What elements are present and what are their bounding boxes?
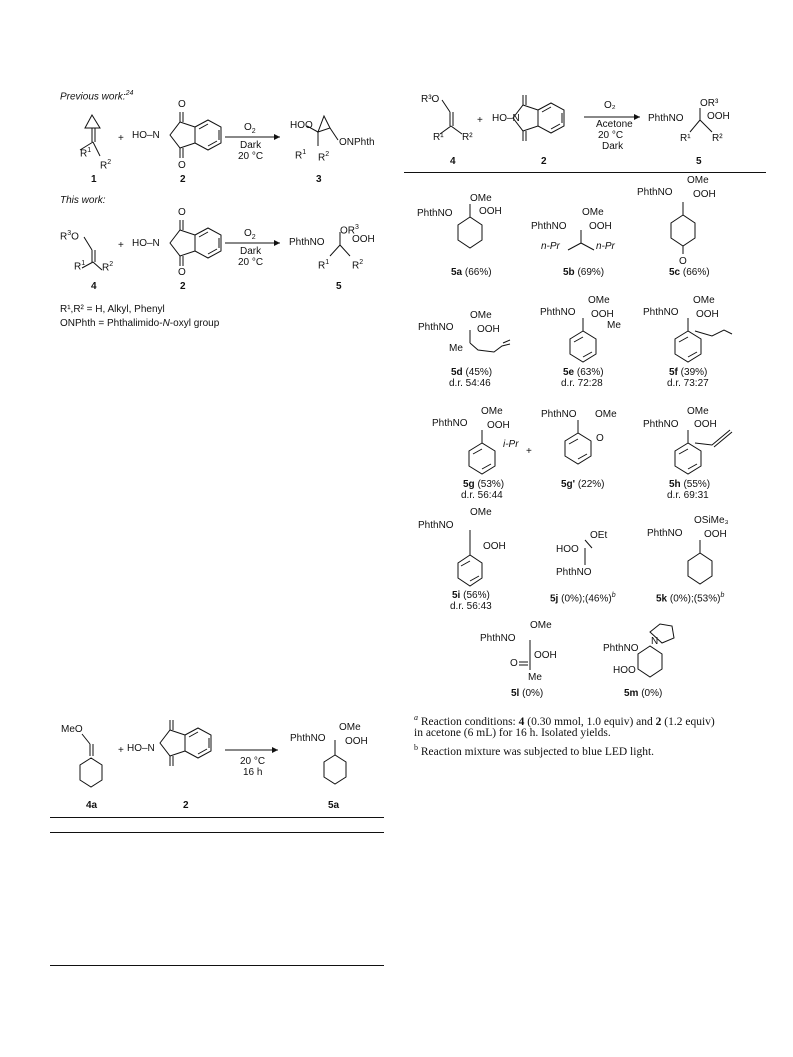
r2-label-5: $R^2$ xyxy=(352,259,364,272)
label-5c: 5c (66%) xyxy=(669,267,710,278)
meo-label: MeO xyxy=(61,724,83,735)
5h-phthno: PhthNO xyxy=(643,419,679,430)
5a-ooh: OOH xyxy=(479,206,502,217)
ho-n-3: HO–N xyxy=(127,743,155,754)
dr-5i: d.r. 56:43 xyxy=(450,601,492,612)
r1-header: R¹ xyxy=(433,132,444,143)
or3-label-5: $OR^3$ xyxy=(340,224,359,237)
label-5f: 5f (39%) xyxy=(669,367,708,378)
label-5g-prime: 5g' (22%) xyxy=(561,479,605,490)
compound-number-1: 1 xyxy=(91,174,97,185)
footnote-b: $^b$ Reaction mixture was subjected to blue LED light. xyxy=(414,743,655,758)
structure-5i xyxy=(458,530,482,586)
header-num-2: 2 xyxy=(541,156,547,167)
ooh-label-5a: OOH xyxy=(345,736,368,747)
5e-ome: OMe xyxy=(588,295,610,306)
r1-label-1: $R^1$ xyxy=(80,147,92,160)
r2-label-1: $R^2$ xyxy=(100,159,112,172)
structure-5e xyxy=(570,318,596,362)
o2-header: O₂ xyxy=(604,100,616,111)
5l-phthno: PhthNO xyxy=(480,633,516,644)
5g-ipr: i-Pr xyxy=(503,439,519,450)
temp-label-2: 20 °C xyxy=(238,257,264,268)
5l-ooh: OOH xyxy=(534,650,557,661)
5j-hoo: HOO xyxy=(556,544,579,555)
5c-phthno: PhthNO xyxy=(637,187,673,198)
5g-prime-o: O xyxy=(596,433,604,444)
dr-5d: d.r. 54:46 xyxy=(449,378,491,389)
dr-5h: d.r. 69:31 xyxy=(667,490,709,501)
structure-5c xyxy=(671,202,695,254)
ome-label-5a: OMe xyxy=(339,722,361,733)
label-5l: 5l (0%) xyxy=(511,688,544,699)
plus-3: + xyxy=(118,745,124,756)
header-num-5: 5 xyxy=(696,156,702,167)
footnote-a-line1: $^a$ Reaction conditions: 4 (0.30 mmol, 1.0 equiv) and 2 (1.2 equiv) xyxy=(414,713,715,728)
5f-ooh: OOH xyxy=(696,309,719,320)
5h-ome: OMe xyxy=(687,406,709,417)
oxo-top-2: O xyxy=(178,207,186,218)
label-5g: 5g (53%) xyxy=(463,479,505,490)
label-5d: 5d (45%) xyxy=(451,367,493,378)
5d-phthno: PhthNO xyxy=(418,322,454,333)
5b-ooh: OOH xyxy=(589,221,612,232)
5c-o: O xyxy=(679,256,687,267)
5l-me: Me xyxy=(528,672,542,683)
5i-phthno: PhthNO xyxy=(418,520,454,531)
label-5m: 5m (0%) xyxy=(624,688,663,699)
footnote-a-line2: in acetone (6 mL) for 16 h. Isolated yields. xyxy=(414,727,611,739)
r2-label-3: $R^2$ xyxy=(318,151,330,164)
compound-number-4a: 4a xyxy=(86,800,98,811)
5j-oet: OEt xyxy=(590,530,608,541)
5i-ooh: OOH xyxy=(483,541,506,552)
phthno-label-5a: PhthNO xyxy=(290,733,326,744)
5m-hoo: HOO xyxy=(613,665,636,676)
onphth-label-3: ONPhth xyxy=(339,137,375,148)
5g-prime-phthno: PhthNO xyxy=(541,409,577,420)
r1-label-4: $R^1$ xyxy=(74,260,86,273)
5f-ome: OMe xyxy=(693,295,715,306)
acetone-header: Acetone xyxy=(596,119,633,130)
structure-5b xyxy=(568,230,594,250)
hoo-label-3: HOO xyxy=(290,120,313,131)
oxo-bottom-2: O xyxy=(178,267,186,278)
legend-onphth: ONPhth = Phthalimido-N-oxyl group xyxy=(60,318,220,329)
r2-header-5: R² xyxy=(712,133,723,144)
5l-ome: OMe xyxy=(530,620,552,631)
previous-work-label: Previous work:$^{24}$ xyxy=(60,90,134,103)
dark-label-1: Dark xyxy=(240,140,262,151)
structure-5f xyxy=(675,318,732,362)
5m-n: N xyxy=(651,636,659,647)
o2-label-1: $O_2$ xyxy=(244,122,256,135)
compound-number-4: 4 xyxy=(91,281,97,292)
plus-header: + xyxy=(477,115,483,126)
dark-label-2: Dark xyxy=(240,246,262,257)
r3o-header: R³O xyxy=(421,94,440,105)
dr-5g: d.r. 56:44 xyxy=(461,490,503,501)
oxo-top-1: O xyxy=(178,99,186,110)
5g-prime-ome: OMe xyxy=(595,409,617,420)
structure-5g-prime xyxy=(565,420,591,464)
r1-header-5: R¹ xyxy=(680,133,691,144)
label-5j: 5j $(0\%);(46\%)^b$ xyxy=(550,592,616,605)
label-5b: 5b (69%) xyxy=(563,267,605,278)
compound-number-2c: 2 xyxy=(183,800,189,811)
r1-label-3: $R^1$ xyxy=(295,149,307,162)
5d-ome: OMe xyxy=(470,310,492,321)
5l-o: O xyxy=(510,658,518,669)
5i-ome: OMe xyxy=(470,507,492,518)
compound-number-3: 3 xyxy=(316,174,322,185)
compound-number-2b: 2 xyxy=(180,281,186,292)
o2-label-2: $O_2$ xyxy=(244,228,256,241)
this-work-label: This work: xyxy=(60,195,106,206)
5h-ooh: OOH xyxy=(694,419,717,430)
ho-n-2: HO–N xyxy=(132,238,160,249)
ooh-header: OOH xyxy=(707,111,730,122)
compound-number-2a: 2 xyxy=(180,174,186,185)
legend-substituents: R¹,R² = H, Alkyl, Phenyl xyxy=(60,304,165,315)
5k-osime3: OSiMe₃ xyxy=(694,515,729,526)
r1-label-5: $R^1$ xyxy=(318,259,330,272)
temp-label-1: 20 °C xyxy=(238,151,264,162)
structure-5g xyxy=(469,430,495,474)
5b-ome: OMe xyxy=(582,207,604,218)
5a-ome: OMe xyxy=(470,193,492,204)
phthno-label-5: PhthNO xyxy=(289,237,325,248)
dr-5e: d.r. 72:28 xyxy=(561,378,603,389)
dr-5f: d.r. 73:27 xyxy=(667,378,709,389)
structure-5k xyxy=(688,540,712,584)
plus-5g: + xyxy=(526,446,532,457)
ho-n-1: HO–N xyxy=(132,130,160,141)
5e-phthno: PhthNO xyxy=(540,307,576,318)
ooh-label-5: OOH xyxy=(352,234,375,245)
5b-phthno: PhthNO xyxy=(531,221,567,232)
header-num-4: 4 xyxy=(450,156,456,167)
5b-npr-left: n-Pr xyxy=(541,241,560,252)
5a-phthno: PhthNO xyxy=(417,208,453,219)
5d-ooh: OOH xyxy=(477,324,500,335)
5m-phthno: PhthNO xyxy=(603,643,639,654)
label-5a: 5a (66%) xyxy=(451,267,492,278)
r2-label-4: $R^2$ xyxy=(102,261,114,274)
5c-ome: OMe xyxy=(687,175,709,186)
compound-number-5: 5 xyxy=(336,281,342,292)
5b-npr-right: n-Pr xyxy=(596,241,615,252)
r3o-label-4: $R^3O$ xyxy=(60,230,79,243)
5f-phthno: PhthNO xyxy=(643,307,679,318)
phthno-header: PhthNO xyxy=(648,113,684,124)
5g-phthno: PhthNO xyxy=(432,418,468,429)
oxo-bottom-1: O xyxy=(178,160,186,171)
r2-header: R² xyxy=(462,132,473,143)
5e-me: Me xyxy=(607,320,621,331)
5g-ome: OMe xyxy=(481,406,503,417)
compound-number-5a-bottom: 5a xyxy=(328,800,340,811)
structure-5j xyxy=(585,540,592,565)
5k-phthno: PhthNO xyxy=(647,528,683,539)
5c-ooh: OOH xyxy=(693,189,716,200)
time-label: 16 h xyxy=(243,767,263,778)
5k-ooh: OOH xyxy=(704,529,727,540)
structure-5h xyxy=(675,430,732,474)
structure-5m xyxy=(638,624,674,677)
label-5k: 5k $(0\%);(53\%)^b$ xyxy=(656,592,725,605)
5j-phthno: PhthNO xyxy=(556,567,592,578)
label-5i: 5i (56%) xyxy=(452,590,490,601)
temp-label-3: 20 °C xyxy=(240,756,266,767)
5e-ooh: OOH xyxy=(591,309,614,320)
5g-ooh: OOH xyxy=(487,420,510,431)
temp-header: 20 °C xyxy=(598,130,624,141)
structure-5l xyxy=(519,640,530,670)
or3-header: OR³ xyxy=(700,98,719,109)
ho-n-header: HO–N xyxy=(492,113,520,124)
dark-header: Dark xyxy=(602,141,624,152)
5d-me: Me xyxy=(449,343,463,354)
plus-1: + xyxy=(118,133,124,144)
label-5h: 5h (55%) xyxy=(669,479,711,490)
label-5e: 5e (63%) xyxy=(563,367,604,378)
plus-2: + xyxy=(118,240,124,251)
